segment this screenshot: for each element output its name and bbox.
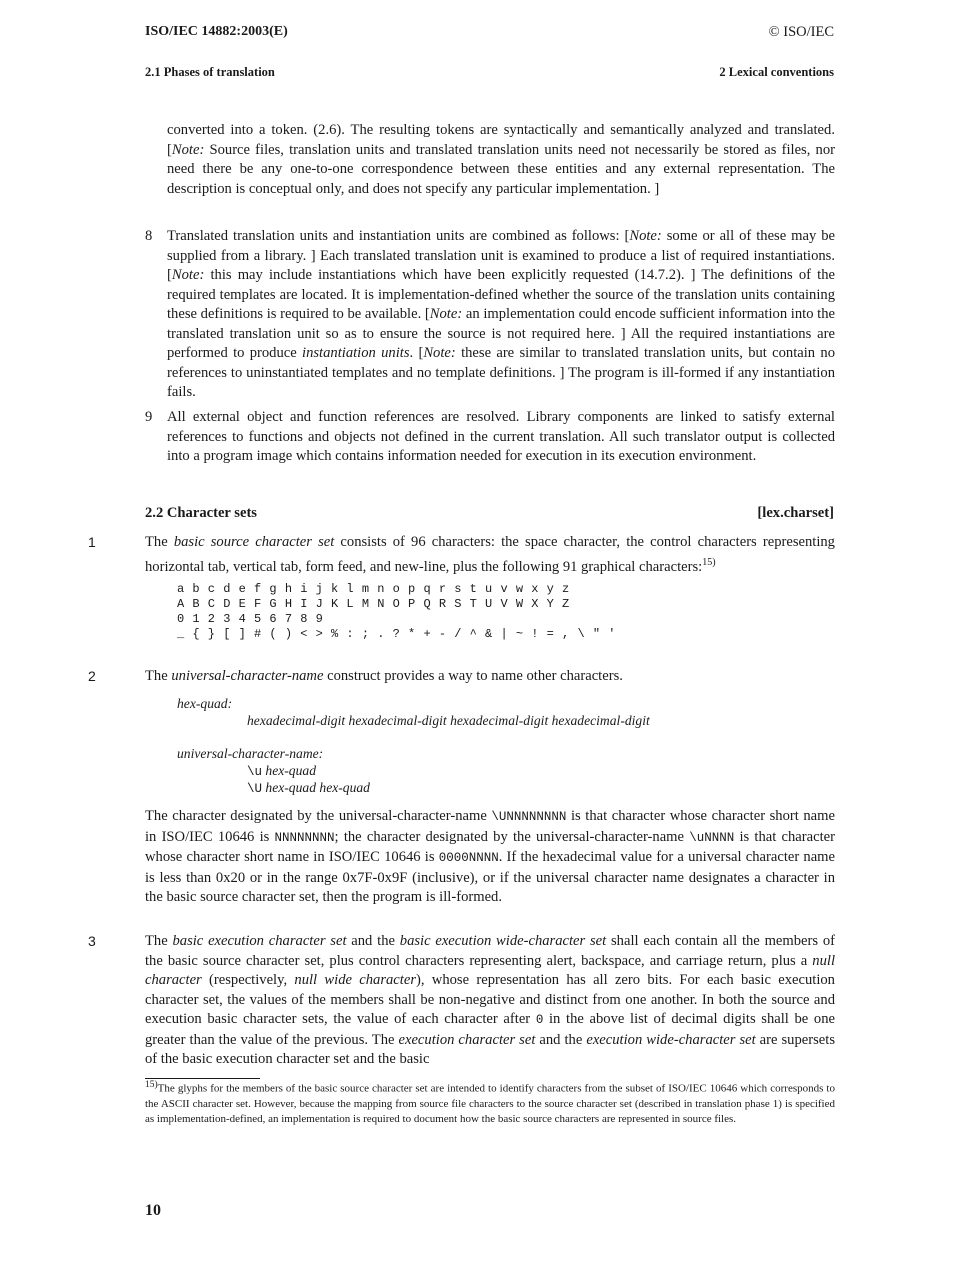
section-tag: [lex.charset] <box>757 505 834 521</box>
grammar-ucn-label: universal-character-name: <box>177 746 324 761</box>
section-title: 2.2 Character sets <box>145 505 257 521</box>
side-number-3: 3 <box>88 933 96 949</box>
grammar-hex-quad-label: hex-quad: <box>177 696 233 711</box>
char-row-lowercase: a b c d e f g h i j k l m n o p q r s t u v w x y z <box>177 582 570 596</box>
ucn-paragraph: The character designated by the universal-character-name \UNNNNNNNN is that character whose character short name in ISO/IEC 10646 is NNNNNNNN; the character designated by the universal-character-name \uNNNN is that character whose character short name in ISO/IEC 10646 is 0000NNNN. If the hexadecimal value for a universal character name is less than 0x20 or in the range 0x7F-0x9F (inclusive), or if the universal character name designates a character in the basic source character set, then the program is ill-formed. <box>145 808 835 905</box>
grammar-hex-quad-definition: hexadecimal-digit hexadecimal-digit hexadecimal-digit hexadecimal-digit <box>247 713 650 728</box>
footnote-15: $^{15)}$The glyphs for the members of the basic source character set are intended to identify characters from the subset of ISO/IEC 10646 which corresponds to the ASCII character set. However, because the mapping from source file characters to the source character set (described in translation phase 1) is specified as implementation-defined, an implementation is required to document how the basic source characters are represented in source files. <box>145 1080 835 1125</box>
footnote-mark: 15) <box>145 1080 158 1090</box>
paragraph-number-8: 8 <box>145 228 153 244</box>
grammar-ucn-U: \U hex-quad hex-quad <box>247 780 370 796</box>
side-number-2: 2 <box>88 668 96 684</box>
footnote-ref-15[interactable]: 15) <box>702 556 716 568</box>
paragraph-continuation: converted into a token. (2.6). The resulting tokens are syntactically and semantically analyzed and translated. [Note: Source files, translation units and translated translation units need not necessarily be stored as files, nor need there be any one-to-one correspondence between these entities and any external representation. The description is conceptual only, and does not specify any particular implementation. ] <box>167 122 835 197</box>
header-section-right: 2 Lexical conventions <box>719 65 834 79</box>
paragraph-8: Translated translation units and instantiation units are combined as follows: [Note: some or all of these may be supplied from a library. ] Each translated translation unit is examined to produce a list of required instantiations. [Note: this may include instantiations which have been explicitly requested (14.7.2). ] The definitions of the required templates are located. It is implementation-defined whether the source of the translation units containing these definitions is required to be available. [Note: an implementation could encode sufficient information into the translated translation unit so as to ensure the source is not required here. ] All the required instantiations are performed to produce instantiation units. [Note: these are similar to translated translation units, but contain no references to uninstantiated templates and no template definitions. ] The program is ill-formed if any instantiation fails. <box>167 228 835 400</box>
side-number-1: 1 <box>88 534 96 550</box>
header-copyright: © ISO/IEC <box>768 24 834 40</box>
charset-paragraph-2: The universal-character-name construct provides a way to name other characters. <box>145 668 623 684</box>
charset-paragraph-3: The basic execution character set and the basic execution wide-character set shall each contain all the members of the basic source character set, plus control characters representing alert, backspace, and carriage return, plus a null character (respectively, null wide character), whose representation has all zero bits. For each basic execution character set, the values of the members shall be non-negative and distinct from one another. In both the source and execution basic character sets, the value of each character after 0 in the above list of decimal digits shall be one greater than the value of the previous. The execution character set and the execution wide-character set are supersets of the basic execution character set and the basic <box>145 933 836 1067</box>
page-number: 10 <box>145 1202 161 1219</box>
grammar-ucn-u: \u hex-quad <box>247 763 316 779</box>
header-section-left: 2.1 Phases of translation <box>145 65 275 79</box>
char-row-digits: 0 1 2 3 4 5 6 7 8 9 <box>177 612 324 626</box>
char-row-punctuation: _ { } [ ] # ( ) < > % : ; . ? * + - / ^ & | ~ ! = , \ " ' <box>177 627 616 641</box>
header-standard-id: ISO/IEC 14882:2003(E) <box>145 24 288 39</box>
paragraph-9: All external object and function references are resolved. Library components are linked to satisfy external references to functions and objects not defined in the current translation. All such translator output is collected into a program image which contains information needed for execution in its execution environment. <box>167 409 835 464</box>
paragraph-number-9: 9 <box>145 409 153 425</box>
char-row-uppercase: A B C D E F G H I J K L M N O P Q R S T U V W X Y Z <box>177 597 570 611</box>
charset-paragraph-1: The basic source character set consists of 96 characters: the space character, the control characters representing horizontal tab, vertical tab, form feed, and new-line, plus the following 91 graphical characters:$^{15)}$ <box>145 534 835 575</box>
